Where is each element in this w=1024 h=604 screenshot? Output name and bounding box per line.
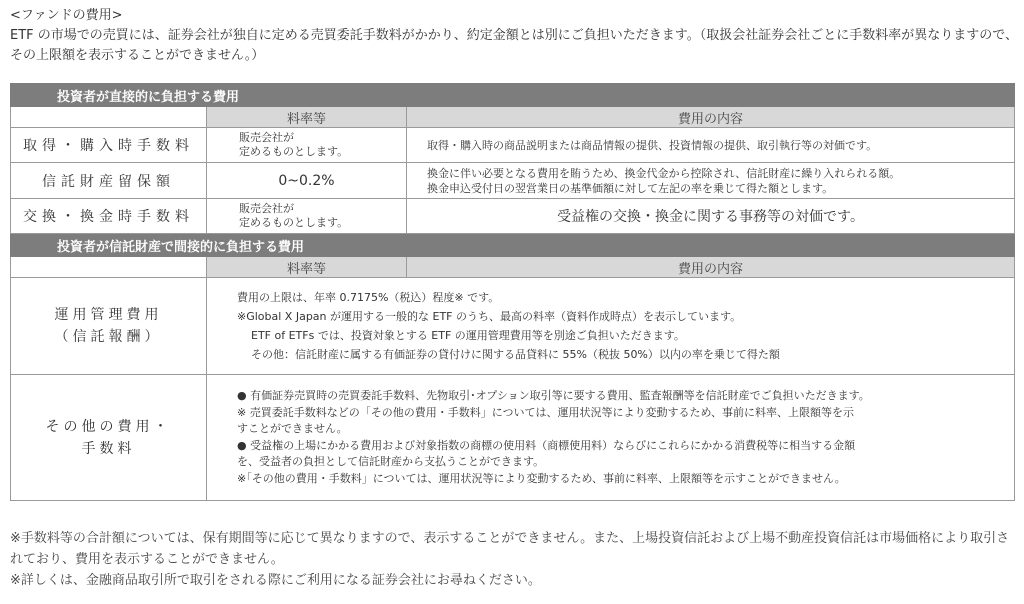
direct-section-title: 投資者が直接的に負担する費用 [11,84,1015,107]
indirect-section-header-row [11,234,1015,257]
direct-colhead-blank [11,107,207,128]
mgmt-fee-line: ETF of ETFs では、投資対象とする ETF の運用管理費用等を別途ご負担いただきます。 [251,329,685,342]
fee-rate-line: 0~0.2% [278,172,335,189]
other-fee-desc [207,375,1015,501]
table-row [11,278,1015,375]
fee-desc-line: 受益権の交換・換金に関する事務等の対価です。 [557,209,864,225]
direct-column-header-row [11,107,1015,128]
mgmt-fee-desc [207,278,1015,375]
footnote: ※手数料等の合計額については、保有期間等に応じて異なりますので、表示することができません。また、上場投資信託および上場不動産投資信託は市場価格により取引されており、費用を表示することができません。 [10,531,1010,567]
table-row [11,163,1015,199]
other-fee-line: ● 有価証券売買時の売買委託手数料、先物取引･オプション取引等に要する費用、監査報酬等を信託財産でご負担いただきます。 [237,389,870,402]
fee-desc-line: 取得・購入時の商品説明または商品情報の提供、投資情報の提供、取引執行等の対価です。 [427,138,878,152]
indirect-section-title: 投資者が信託財産で間接的に負担する費用 [11,234,1015,257]
fee-desc-line: 換金に伴い必要となる費用を賄うため、換金代金から控除され、信託財産に繰り入れられる額。 [427,166,901,180]
other-fee-line: すことができません。 [237,422,348,435]
other-fee-line: ● 受益権の上場にかかる費用および対象指数の商標の使用料（商標使用料）ならびにこれらにかかる消費税等に相当する金額 [237,438,856,452]
fee-rate-line: 販売会社が [239,202,294,215]
table-row [11,375,1015,501]
fee-desc [407,128,1015,163]
fee-rate-line: 定めるものとします。 [239,145,349,158]
direct-colhead-desc: 費用の内容 [407,107,1015,128]
indirect-colhead-desc: 費用の内容 [407,257,1015,278]
other-fee-line: ※｢その他の費用・手数料」については、運用状況等により変動するため、事前に料率、上限額等を示すことができません。 [237,471,846,485]
fee-name: 交換・換金時手数料 [11,199,207,234]
table-row [11,128,1015,163]
direct-colhead-rate: 料率等 [207,107,407,128]
indirect-colhead-blank [11,257,207,278]
fee-table [10,83,1015,501]
mgmt-fee-line: ※Global X Japan が運用する一般的な ETF のうち、最高の料率（資料作成時点）を表示しています。 [237,310,742,323]
fee-rate [207,128,407,163]
mgmt-fee-name [11,278,207,375]
fee-rate [207,163,407,199]
indirect-colhead-rate: 料率等 [207,257,407,278]
direct-section-header-row [11,84,1015,107]
other-fee-name [11,375,207,501]
fee-name: 取得・購入時手数料 [11,128,207,163]
footnote: ※詳しくは、金融商品取引所で取引をされる際にご利用になる証券会社にお尋ねください。 [10,573,541,588]
fee-desc-line: 換金申込受付日の翌営業日の基準価額に対して左記の率を乗じて得た額とします。 [427,181,834,195]
other-fee-name-line: 手数料 [81,440,136,457]
indirect-column-header-row [11,257,1015,278]
fee-desc [407,163,1015,199]
intro-heading: <ファンドの費用> [10,8,123,23]
mgmt-fee-name-line: 運用管理費用 [54,307,163,323]
other-fee-name-line: その他の費用・ [45,418,172,435]
mgmt-fee-line: その他：信託財産に属する有価証券の貸付けに関する品貸料に 55%（税抜 50%）以内の率を乗じて得た額 [251,348,780,361]
fee-rate-line: 販売会社が [239,131,294,144]
fee-desc [407,199,1015,234]
fee-name: 信託財産留保額 [11,163,207,199]
mgmt-fee-name-line: （信託報酬） [54,329,163,345]
table-row [11,199,1015,234]
intro-text: ETF の市場での売買には、証券会社が独自に定める売買委託手数料がかかり、約定金額とは別にご負担いただきます。（取扱会社証券会社ごとに手数料率が異なりますので、その上限額を表示することができません。） [10,28,1018,63]
mgmt-fee-line: 費用の上限は、年率 0.7175%（税込）程度※ です。 [237,291,500,304]
fee-rate [207,199,407,234]
fee-rate-line: 定めるものとします。 [239,216,349,229]
footnotes [10,528,1018,591]
other-fee-line: ※ 売買委託手数料などの「その他の費用・手数料」については、運用状況等により変動するため、事前に料率、上限額等を示 [237,405,855,419]
other-fee-line: を、受益者の負担として信託財産から支払うことができます。 [237,455,545,468]
intro [10,6,1018,66]
